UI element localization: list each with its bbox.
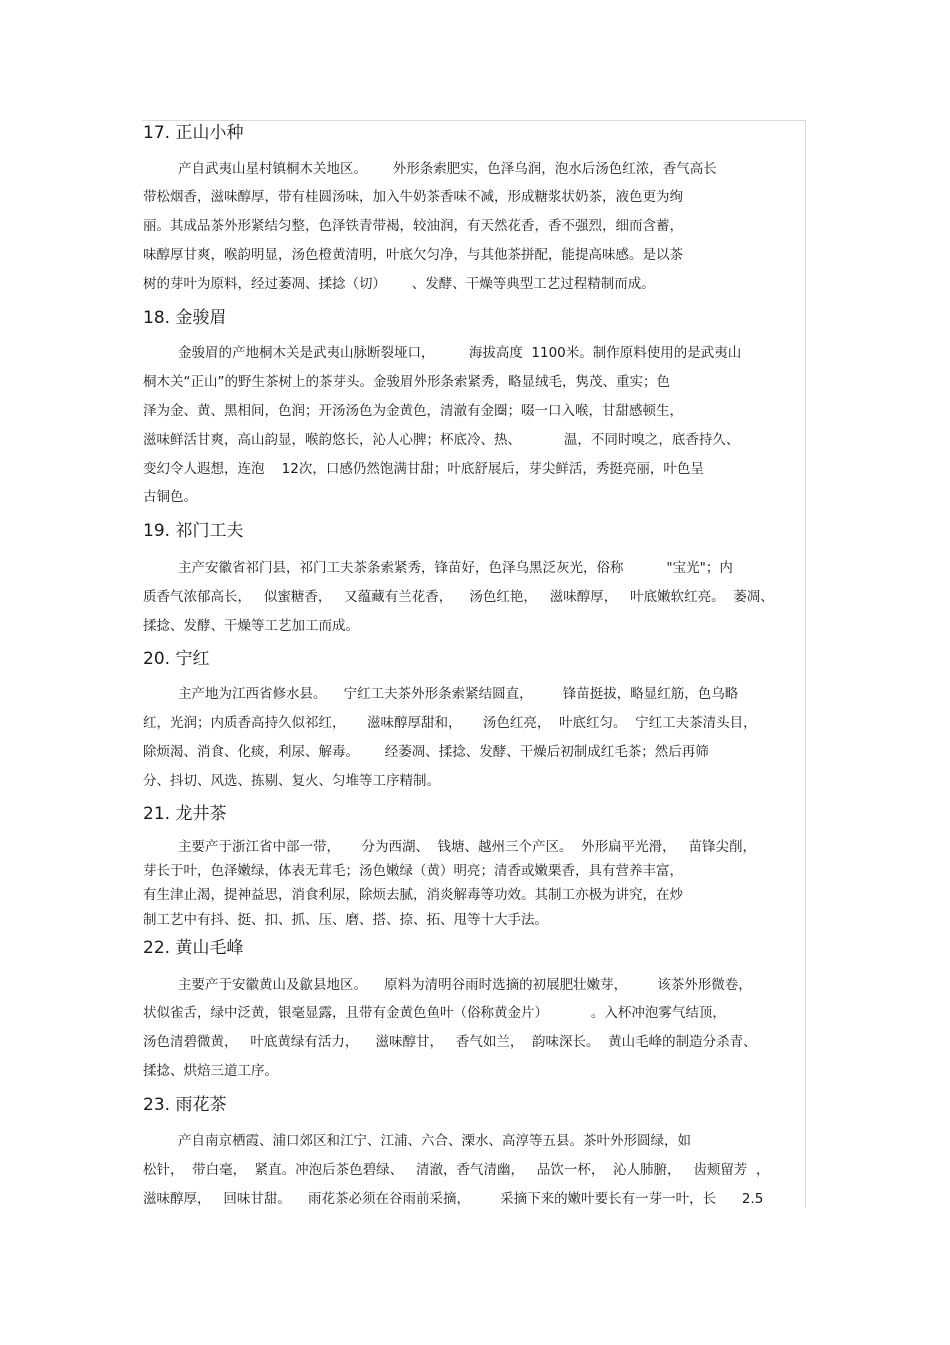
section-title: 20. 宁红 [143, 649, 210, 669]
paragraph-line: 变幻令人遐想，连泡 12次，口感仍然饱满甘甜；叶底舒展后，芽尖鲜活，秀挺亮丽，叶色呈 [143, 461, 704, 477]
paragraph-line: 古铜色。 [143, 489, 197, 505]
paragraph-line: 带松烟香，滋味醇厚，带有桂圆汤味，加入牛奶茶香味不减，形成糖浆状奶茶，液色更为绚 [143, 189, 683, 205]
paragraph-line: 揉捻、发酵、干燥等工艺加工而成。 [143, 618, 359, 634]
paragraph-line: 桐木关“正山”的野生茶树上的茶芽头。金骏眉外形条索紧秀，略显绒毛，隽茂、重实；色 [143, 374, 670, 390]
paragraph-line: 主产安徽省祁门县，祁门工夫茶条索紧秀，锋苗好，色泽乌黑泛灰光，俗称 "宝光"；内 [178, 560, 733, 576]
paragraph-line: 产自武夷山星村镇桐木关地区。 外形条索肥实，色泽乌润，泡水后汤色红浓，香气高长 [178, 161, 717, 177]
section-title: 18. 金骏眉 [143, 308, 227, 328]
paragraph-line: 滋味醇厚， 回味甘甜。 雨花茶必须在谷雨前采摘， 采摘下来的嫩叶要长有一芽一叶，长 2.5 [143, 1191, 764, 1207]
section-title: 19. 祁门工夫 [143, 521, 244, 541]
paragraph-line: 泽为金、黄、黑相间，色润；开汤汤色为金黄色，清澈有金圈；啜一口入喉，甘甜感顿生， [143, 403, 683, 419]
paragraph-line: 揉捻、烘焙三道工序。 [143, 1063, 278, 1079]
paragraph-line: 松针， 带白毫， 紧直。冲泡后茶色碧绿、 清澈，香气清幽， 品饮一杯， 沁人肺腑， 齿颊留芳 ， [143, 1162, 770, 1178]
paragraph-line: 主要产于浙江省中部一带， 分为西湖、 钱塘、越州三个产区。 外形扁平光滑， 苗锋尖削， [178, 839, 756, 855]
paragraph-line: 主产地为江西省修水县。 宁红工夫茶外形条索紧结圆直， 锋苗挺拔，略显红筋，色乌略 [178, 686, 739, 702]
paragraph-line: 分、抖切、风选、拣剔、复火、匀堆等工序精制。 [143, 773, 440, 789]
paragraph-line: 状似雀舌，绿中泛黄，银毫显露，且带有金黄色鱼叶（俗称黄金片） 。入杯冲泡雾气结顶， [143, 1005, 726, 1021]
paragraph-line: 金骏眉的产地桐木关是武夷山脉断裂垭口， 海拔高度 1100米。制作原料使用的是武夷山 [178, 345, 742, 361]
section-title: 23. 雨花茶 [143, 1095, 227, 1115]
paragraph-line: 树的芽叶为原料，经过萎凋、揉捻（切） 、发酵、干燥等典型工艺过程精制而成。 [143, 276, 655, 292]
section-title: 22. 黄山毛峰 [143, 938, 244, 958]
section-title: 17. 正山小种 [143, 123, 244, 143]
paragraph-line: 滋味鲜活甘爽，高山韵显，喉韵悠长，沁人心脾；杯底冷、热、 温，不同时嗅之，底香持久、 [143, 432, 740, 448]
paragraph-line: 产自南京栖霞、浦口郊区和江宁、江浦、六合、溧水、高淳等五县。茶叶外形圆绿，如 [178, 1133, 691, 1149]
paragraph-line: 质香气浓郁高长， 似蜜糖香， 又蕴藏有兰花香， 汤色红艳， 滋味醇厚， 叶底嫩软红亮。 萎凋、 [143, 589, 774, 605]
paragraph-line: 芽长于叶，色泽嫩绿，体表无茸毛；汤色嫩绿（黄）明亮；清香或嫩栗香，具有营养丰富， [143, 863, 683, 879]
paragraph-line: 丽。其成品茶外形紧结匀整，色泽铁青带褐，较油润，有天然花香，香不强烈，细而含蓄， [143, 218, 683, 234]
paragraph-line: 味醇厚甘爽，喉韵明显，汤色橙黄清明，叶底欠匀净，与其他茶拼配，能提高味感。是以茶 [143, 247, 683, 263]
paragraph-line: 主要产于安徽黄山及歙县地区。 原料为清明谷雨时选摘的初展肥壮嫩芽， 该茶外形微卷， [178, 977, 752, 993]
paragraph-line: 除烦渴、消食、化痰，利尿、解毒。 经萎凋、揉捻、发酵、干燥后初制成红毛茶；然后再筛 [143, 744, 709, 760]
paragraph-line: 制工艺中有抖、挺、扣、抓、压、磨、搭、捺、拓、甩等十大手法。 [143, 912, 548, 928]
paragraph-line: 红，光润；内质香高持久似祁红， 滋味醇厚甜和， 汤色红亮， 叶底红匀。 宁红工夫茶清头目， [143, 715, 757, 731]
paragraph-line: 有生津止渴，提神益思，消食利尿，除烦去腻，消炎解毒等功效。其制工亦极为讲究，在炒 [143, 887, 683, 903]
section-title: 21. 龙井茶 [143, 804, 227, 824]
paragraph-line: 汤色清碧微黄， 叶底黄绿有活力， 滋味醇甘， 香气如兰， 韵味深长。 黄山毛峰的制造分杀青、 [143, 1034, 757, 1050]
